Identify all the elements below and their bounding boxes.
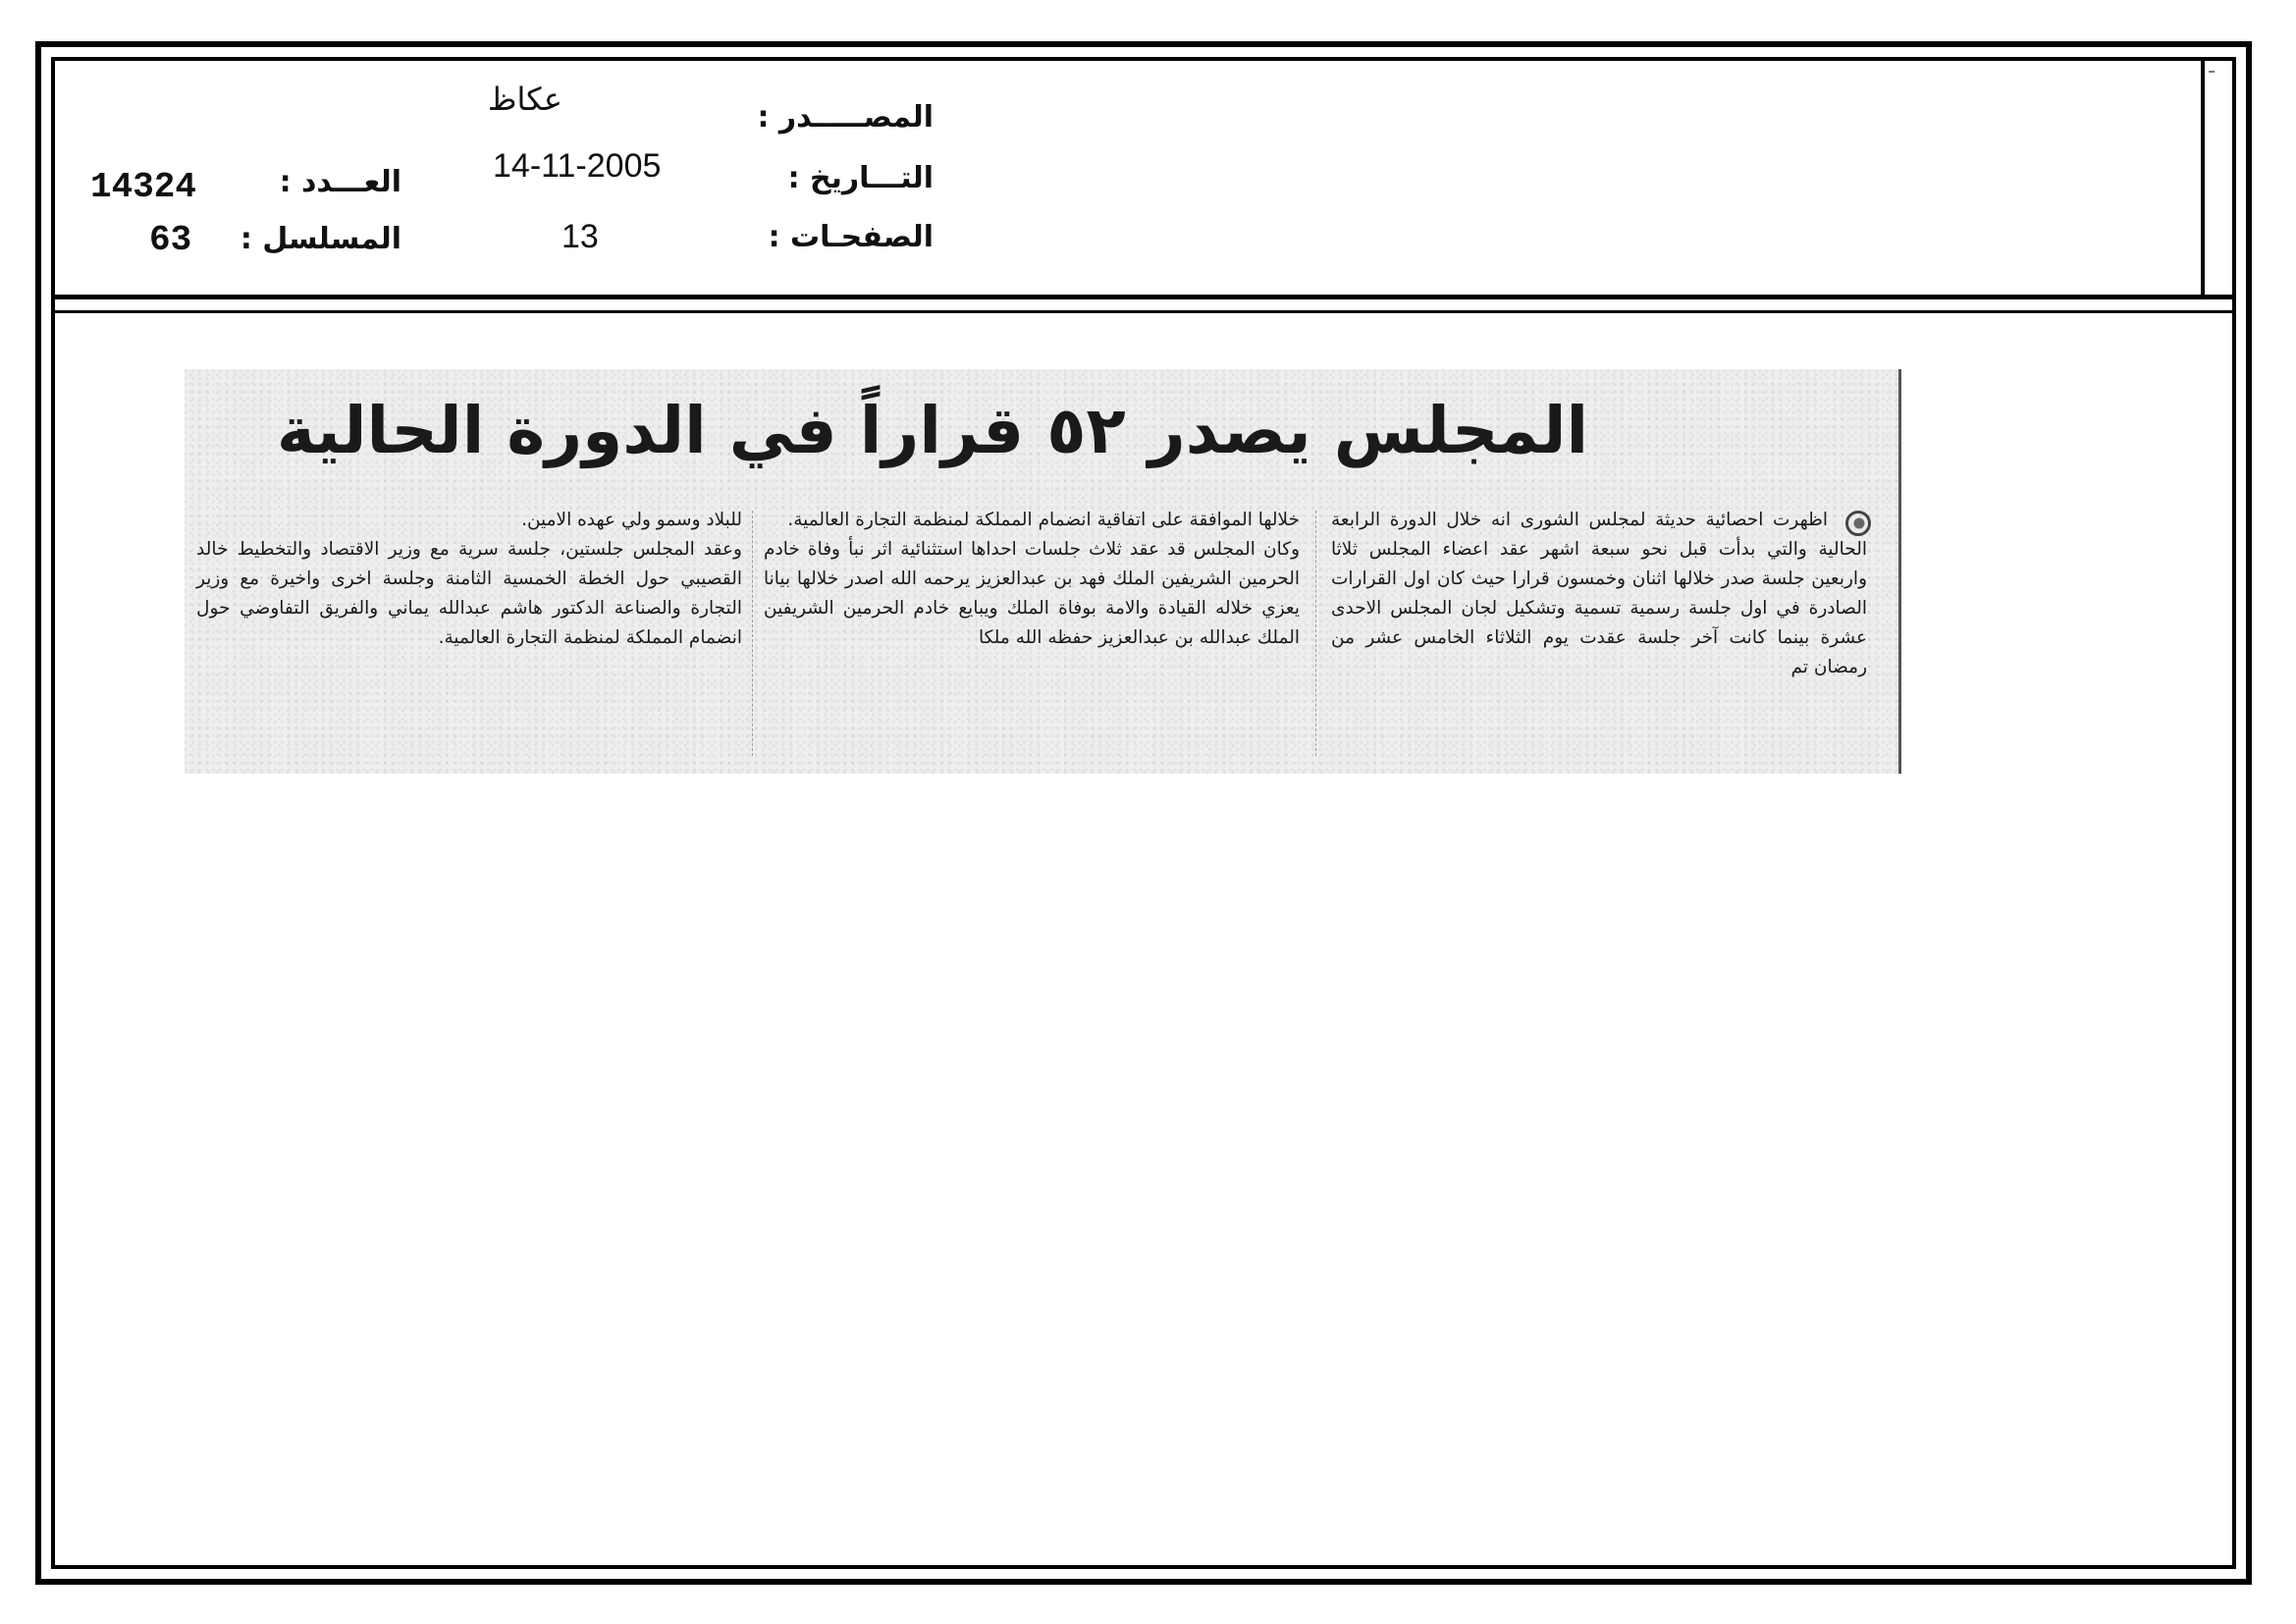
column-rule [752, 511, 753, 756]
article-column-1 [1331, 506, 1867, 682]
inner-frame [51, 57, 2236, 1569]
article-headline: المجلس يصدر ٥٢ قراراً في الدورة الحالية [276, 393, 1589, 468]
serial-label: المسلسل : [240, 222, 401, 256]
column-2-paragraph-1: خلالها الموافقة على اتفاقية انضمام المملكة لمنظمة التجارة العالمية. [787, 510, 1300, 530]
issue-label: العـــدد : [279, 165, 401, 199]
date-value: 14-11-2005 [493, 147, 662, 185]
column-3-paragraph-2: وعقد المجلس جلستين، جلسة سرية مع وزير الاقتصاد والتخطيط خالد القصيبي حول الخطة الخمسية الثامنة وجلسة اخرى واخيرة مع وزير التجارة والصناعة الدكتور هاشم عبدالله يماني والفريق التفاوضي حول انضمام المملكة لمنظمة التجارة العالمية. [196, 539, 742, 648]
pages-label: الصفحـات : [768, 220, 934, 254]
header-right-rule [2201, 57, 2205, 298]
source-label: المصـــــدر : [757, 100, 934, 135]
article-column-3 [196, 506, 742, 653]
article-column-2 [764, 506, 1300, 653]
header-divider [51, 295, 2236, 299]
serial-value: 63 [149, 220, 192, 260]
column-2-paragraph-2: وكان المجلس قد عقد ثلاث جلسات احداها استثنائية اثر نبأ وفاة خادم الحرمين الشريفين الملك فهد بن عبدالعزيز يرحمه الله اصدر خلالها بيانا يعزي خلاله القيادة والامة بوفاة الملك ويبايع خادم الحرمين الشريفين الملك عبدالله بن عبدالعزيز حفظه الله ملكا [764, 539, 1300, 648]
source-value: عكاظ [487, 81, 562, 118]
issue-value: 14324 [90, 167, 197, 207]
column-1-paragraph: اظهرت احصائية حديثة لمجلس الشورى انه خلال الدورة الرابعة الحالية والتي بدأت قبل نحو سبعة اشهر عقد اعضاء المجلس ثلاثا واربعين جلسة صدر خلالها اثنان وخمسون قرارا حيث كان اول القرارات الصادرة في اول جلسة رسمية تسمية وتشكيل لجان المجلس الاحدى عشرة بينما كانت آخر جلسة عقدت يوم الثلاثاء الخامس عشر من رمضان تم [1331, 510, 1867, 677]
column-3-paragraph-1: للبلاد وسمو ولي عهده الامين. [521, 510, 742, 530]
corner-mark [2209, 71, 2215, 73]
date-label: التـــاريخ : [787, 161, 934, 195]
pages-value: 13 [561, 218, 599, 255]
header-divider-secondary [51, 310, 2236, 313]
column-rule [1315, 511, 1316, 756]
